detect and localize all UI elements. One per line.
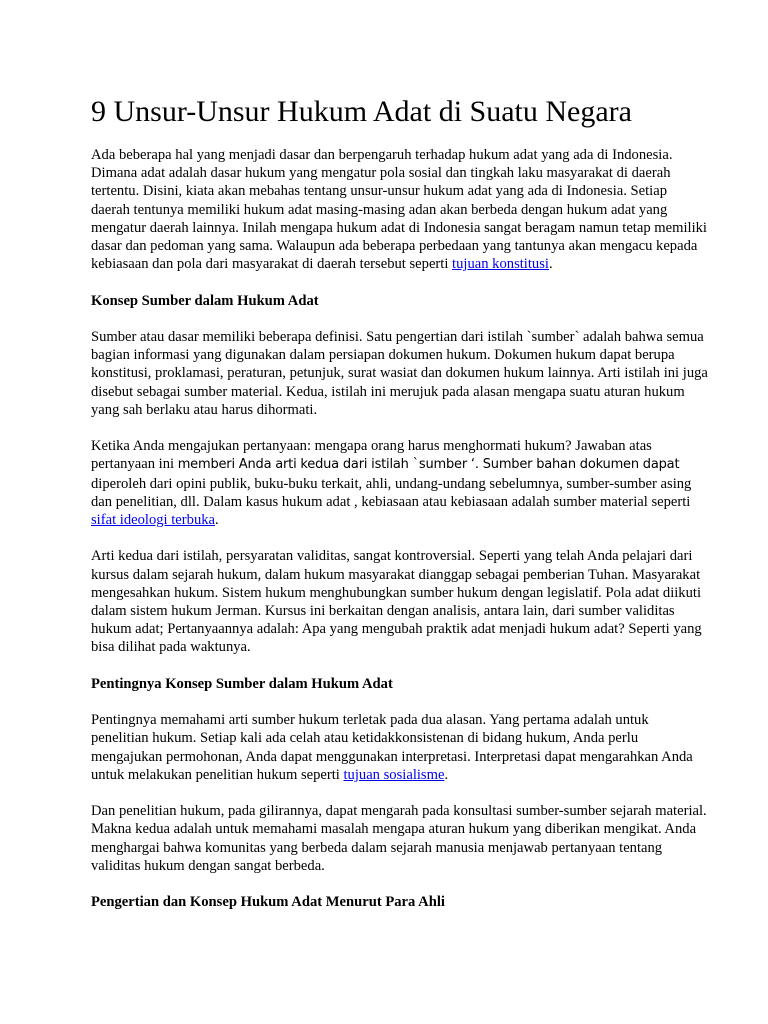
paragraph-text: Pentingnya memahami arti sumber hukum terletak pada dua alasan. Yang pertama adalah untuk penelitian hukum. Setiap kali ada celah atau ketidakkonsistenan di bidang hukum, Anda perlu mengajukan permohonan, Anda dapat menggunakan interpretasi. Interpretasi dapat mengarahkan Anda untuk melakukan penelitian hukum seperti <box>91 712 693 783</box>
link-sifat-ideologi-terbuka[interactable]: sifat ideologi terbuka <box>91 512 216 529</box>
paragraph-text-sans: memberi Anda arti kedua dari istilah `sumber ‘. Sumber bahan dokumen dapat <box>177 457 680 473</box>
paragraph-penelitian-hukum: Dan penelitian hukum, pada gilirannya, dapat mengarah pada konsultasi sumber-sumber sejarah material. Makna kedua adalah untuk memahami masalah mengapa aturan hukum yang diberikan mengikat. Anda menghargai bahwa komunitas yang berbeda dalam sejarah manusia menjawab pertanyaan tentang validitas hukum dengan sangat berbeda. <box>91 803 707 874</box>
paragraph-intro <box>91 146 709 273</box>
paragraph-tail: . <box>548 256 553 273</box>
section-heading-konsep-sumber: Konsep Sumber dalam Hukum Adat <box>91 292 319 309</box>
article-title: 9 Unsur-Unsur Hukum Adat di Suatu Negara <box>91 95 632 128</box>
paragraph-text: Ketika Anda mengajukan pertanyaan: mengapa orang harus menghormati hukum? Jawaban atas pertanyaan ini <box>91 438 652 473</box>
link-tujuan-konstitusi[interactable]: tujuan konstitusi <box>452 256 549 273</box>
paragraph-validitas: Arti kedua dari istilah, persyaratan validitas, sangat kontroversial. Seperti yang telah Anda pelajari dari kursus dalam sejarah hukum, dalam hukum masyarakat dianggap sebagai pemberian Tuhan. Masyarakat mengesahkan hukum. Sistem hukum menghubungkan sumber hukum dengan legislatif. Pola adat diikuti dalam sistem hukum Jerman. Kursus ini berkaitan dengan analisis, antara lain, dari sumber validitas hukum adat; Pertanyaannya adalah: Apa yang mengubah praktik adat menjadi hukum adat? Seperti yang bisa dilihat pada waktunya. <box>91 548 702 656</box>
paragraph-text: Ada beberapa hal yang menjadi dasar dan berpengaruh terhadap hukum adat yang ada di Indonesia. Dimana adat adalah dasar hukum yang mengatur pola sosial dan tingkah laku masyarakat di daerah tertentu. Disini, kiata akan mebahas tentang unsur-unsur hukum adat yang ada di Indonesia. Setiap daerah tentunya memiliki hukum adat masing-masing adan akan berbeda dengan hukum adat yang mengatur daerah lainnya. Inilah mengapa hukum adat di Indonesia sangat beragam namun tetap memiliki dasar dan pedoman yang sama. Walaupun ada beberapa perbedaan yang tantunya akan mengacu kepada kebiasaan dan pola dari masyarakat di daerah tersebut seperti <box>91 147 707 273</box>
section-heading-pentingnya: Pentingnya Konsep Sumber dalam Hukum Adat <box>91 675 393 692</box>
paragraph-tail: . <box>215 512 219 529</box>
paragraph-pentingnya <box>91 711 709 784</box>
paragraph-text: diperoleh dari opini publik, buku-buku terkait, ahli, undang-undang sebelumnya, sumber-sumber asing dan penelitian, dll. Dalam kasus hukum adat , kebiasaan atau kebiasaan adalah sumber material seperti <box>91 475 692 510</box>
section-heading-pengertian: Pengertian dan Konsep Hukum Adat Menurut Para Ahli <box>91 894 445 911</box>
paragraph-pertanyaan <box>91 437 709 529</box>
paragraph-tail: . <box>444 766 449 783</box>
article-body <box>91 146 709 930</box>
paragraph-sumber-definisi: Sumber atau dasar memiliki beberapa definisi. Satu pengertian dari istilah `sumber` adalah bahwa semua bagian informasi yang digunakan dalam persiapan dokumen hukum. Dokumen hukum dapat berupa konstitusi, proklamasi, peraturan, petunjuk, surat wasiat dan dokumen hukum lainnya. Arti istilah ini juga disebut sebagai sumber material. Kedua, istilah ini merujuk pada alasan mengapa suatu aturan hukum yang sah berlaku atau harus dihormati. <box>91 329 708 418</box>
link-tujuan-sosialisme[interactable]: tujuan sosialisme <box>343 766 445 783</box>
